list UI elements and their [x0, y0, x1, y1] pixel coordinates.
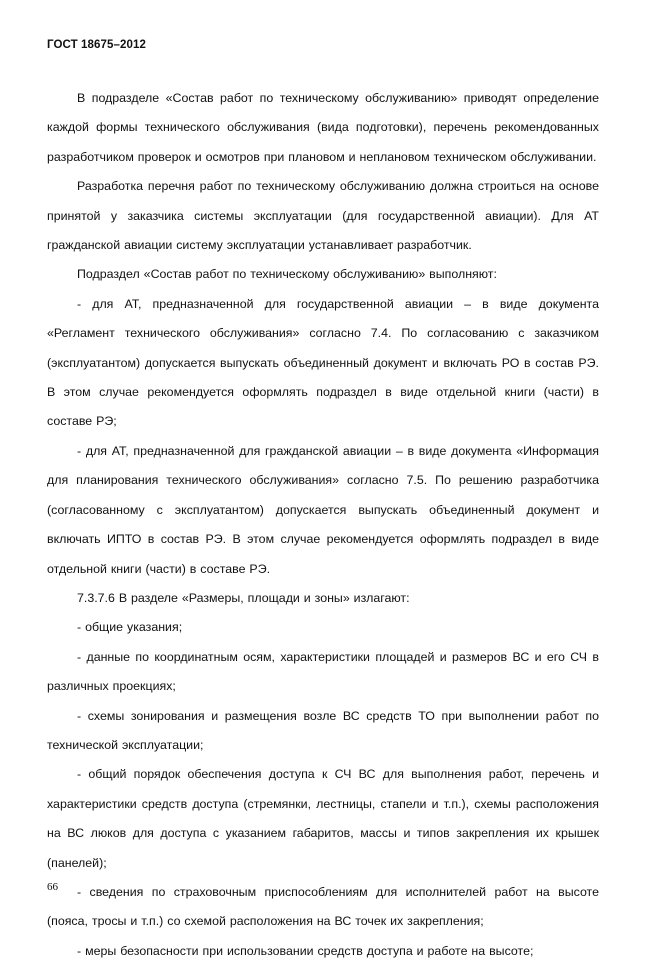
paragraph-general-instructions-item: - общие указания; [77, 620, 183, 635]
document-header: ГОСТ 18675–2012 [47, 39, 147, 51]
paragraph-safety-devices-item: - сведения по страховочным приспособлениям для исполнителей работ на высоте (пояса, тросы и т.п.) со схемой расположения на ВС точек их закрепления; [47, 884, 599, 929]
paragraph-subsection-execution: Подраздел «Состав работ по техническому обслуживанию» выполняют: [77, 267, 497, 282]
paragraph-maintenance-section-intro: В подразделе «Состав работ по техническому обслуживанию» приводят определение каждой формы технического обслуживания (вида подготовки), перечень рекомендованных разработчиком проверок и осмотров при плановом и неплановом техническом обслуживании. [47, 91, 599, 164]
paragraph-clause-7-3-7-6: 7.3.7.6 В разделе «Размеры, площади и зоны» излагают: [77, 590, 410, 605]
paragraph-work-list-development: Разработка перечня работ по техническому обслуживанию должна строиться на основе принятой у заказчика системы эксплуатации (для государственной авиации). Для АТ гражданской авиации систему эксплуатации устанавливает разработчик. [47, 179, 599, 253]
paragraph-state-aviation-item: - для АТ, предназначенной для государственной авиации – в виде документа «Регламент технического обслуживания» согласно 7.4. По согласованию с заказчиком (эксплуатантом) допускается выпускать объединенный документ и включать РО в состав РЭ. В этом случае рекомендуется оформлять подраздел в виде отдельной книги (части) в составе РЭ; [47, 296, 599, 429]
paragraph-safety-measures-item: - меры безопасности при использовании средств доступа и работе на высоте; [77, 943, 534, 958]
paragraph-civil-aviation-item: - для АТ, предназначенной для гражданской авиации – в виде документа «Информация для планирования технического обслуживания» согласно 7.5. По решению разработчика (согласованному с эксплуатантом) допускается выпускать объединенный документ и включать ИПТО в состав РЭ. В этом случае рекомендуется оформлять подраздел в виде отдельной книги (части) в составе РЭ. [47, 443, 599, 576]
page-number: 66 [47, 881, 58, 893]
paragraph-access-procedure-item: - общий порядок обеспечения доступа к СЧ ВС для выполнения работ, перечень и характеристики средств доступа (стремянки, лестницы, стапели и т.п.), схемы расположения на ВС люков для доступа с указанием габаритов, массы и типов закрепления их крышек (панелей); [47, 767, 599, 870]
paragraph-zoning-schemes-item: - схемы зонирования и размещения возле ВС средств ТО при выполнении работ по технической эксплуатации; [47, 708, 599, 752]
paragraph-coordinate-axes-item: - данные по координатным осям, характеристики площадей и размеров ВС и его СЧ в различных проекциях; [47, 649, 599, 694]
document-body [47, 84, 599, 966]
